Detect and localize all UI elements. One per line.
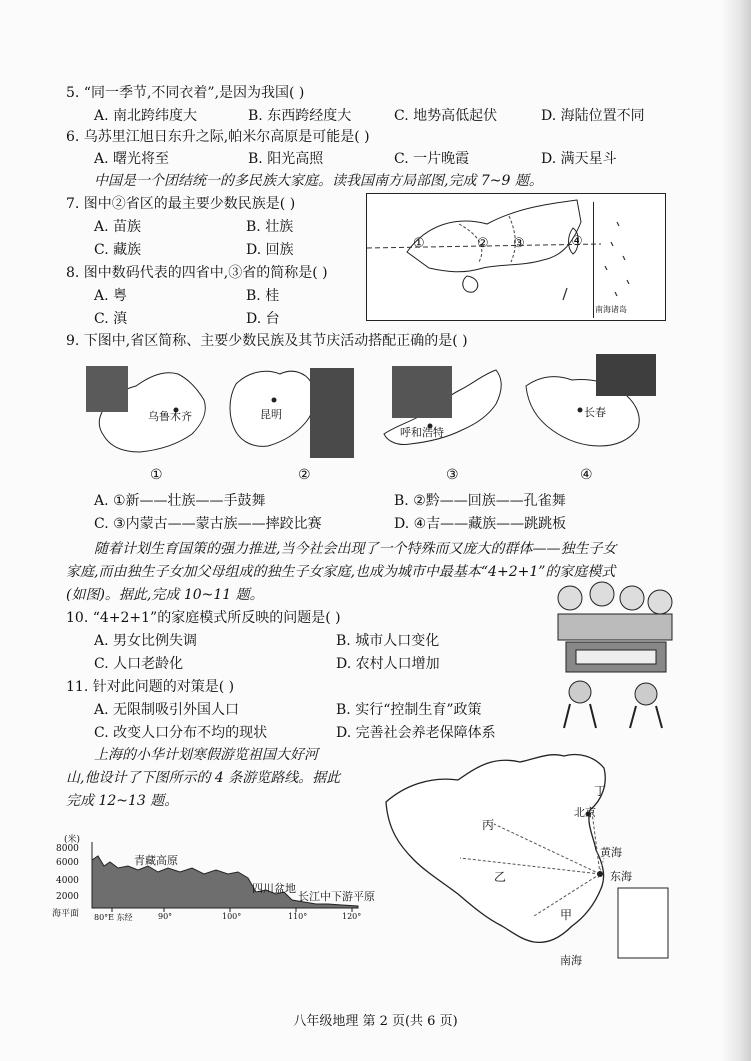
q10-option-c[interactable]: C. 人口老龄化 — [94, 656, 184, 672]
intro-12-13-line-2: 山,他设计了下图所示的 4 条游览路线。据此 — [66, 770, 341, 786]
changchun-label: 长春 — [584, 406, 606, 419]
q6-option-b[interactable]: B. 阳光高照 — [248, 151, 324, 167]
route-yi-label: 乙 — [494, 870, 507, 884]
intro-10-11-line-2: 家庭,而由独生子女加父母组成的独生子女家庭,也成为城市中最基本“4+2+1”的家庭模式 — [66, 564, 616, 580]
q8-option-d[interactable]: D. 台 — [246, 311, 280, 327]
q9-map-number-1: ① — [150, 467, 163, 483]
family-cartoon-drawing — [544, 580, 684, 730]
q11-stem: 11. 针对此问题的对策是( ) — [66, 679, 235, 695]
q5-option-d[interactable]: D. 海陆位置不同 — [541, 108, 645, 124]
q11-option-b[interactable]: B. 实行“控制生育”政策 — [336, 702, 482, 718]
q10-option-d[interactable]: D. 农村人口增加 — [336, 656, 440, 672]
china-route-map — [374, 746, 674, 968]
q7-option-c[interactable]: C. 藏族 — [94, 242, 142, 258]
sichuan-basin-label: 四川盆地 — [252, 882, 296, 895]
yellow-sea-label: 黄海 — [600, 846, 622, 859]
q11-option-d[interactable]: D. 完善社会养老保障体系 — [336, 725, 496, 741]
scan-shadow-edge — [721, 0, 751, 1061]
q7-stem: 7. 图中②省区的最主要少数民族是( ) — [66, 196, 296, 212]
urumqi-label: 乌鲁木齐 — [148, 410, 192, 423]
profile-ytick-2000: 2000 — [56, 892, 79, 902]
south-china-map — [366, 193, 666, 321]
profile-ytick-6000: 6000 — [56, 858, 79, 868]
inner-mongolia-map — [378, 360, 518, 460]
q11-option-c[interactable]: C. 改变人口分布不均的现状 — [94, 725, 268, 741]
map-label-1: ① — [413, 236, 425, 251]
q6-option-a[interactable]: A. 曙光将至 — [94, 151, 170, 167]
profile-xtick-90: 90° — [158, 912, 173, 921]
q5-option-b[interactable]: B. 东西跨经度大 — [248, 108, 352, 124]
profile-xtick-110: 110° — [288, 912, 308, 921]
q8-option-b[interactable]: B. 桂 — [246, 288, 280, 304]
south-sea-islands-label: 南海诸岛 — [595, 305, 627, 314]
south-sea-label: 南海 — [560, 954, 582, 967]
map-label-2: ② — [477, 236, 489, 251]
q10-option-a[interactable]: A. 男女比例失调 — [94, 633, 198, 649]
q9-option-b[interactable]: B. ②黔——回族——孔雀舞 — [394, 493, 566, 509]
q6-option-c[interactable]: C. 一片晚霞 — [394, 151, 470, 167]
q8-stem: 8. 图中数码代表的四省中,③省的简称是( ) — [66, 265, 328, 281]
q9-map-number-2: ② — [298, 467, 311, 483]
q7-option-a[interactable]: A. 苗族 — [94, 219, 142, 235]
profile-ytick-8000: 8000 — [56, 844, 79, 854]
q8-option-c[interactable]: C. 滇 — [94, 311, 128, 327]
intro-10-11-line-3: (如图)。据此,完成 10~11 题。 — [66, 587, 264, 603]
south-china-sea-inset — [593, 202, 664, 318]
q7-option-b[interactable]: B. 壮族 — [246, 219, 294, 235]
intro-12-13-line-3: 完成 12~13 题。 — [66, 793, 179, 809]
q10-stem: 10. “4+2+1”的家庭模式所反映的问题是( ) — [66, 610, 341, 626]
profile-xtick-120: 120° — [342, 912, 362, 921]
map-label-3: ③ — [513, 236, 525, 251]
china-route-map-drawing — [374, 746, 674, 968]
map-label-4: ④ — [571, 234, 583, 249]
profile-ytick-4000: 4000 — [56, 876, 79, 886]
kunming-label: 昆明 — [260, 408, 282, 421]
profile-unit: (米) — [64, 835, 81, 845]
q9-option-c[interactable]: C. ③内蒙古——蒙古族——摔跤比赛 — [94, 516, 322, 532]
yunnan-outline — [222, 360, 362, 460]
xinjiang-map — [80, 360, 220, 460]
route-jia-label: 甲 — [560, 908, 573, 922]
hohhot-label: 呼和浩特 — [400, 426, 444, 439]
q9-map-number-4: ④ — [580, 467, 593, 483]
q5-option-a[interactable]: A. 南北跨纬度大 — [94, 108, 198, 124]
q9-option-a[interactable]: A. ①新——壮族——手鼓舞 — [94, 493, 266, 509]
jilin-map — [520, 350, 660, 460]
page-footer: 八年级地理 第 2 页(共 6 页) — [293, 1014, 458, 1029]
intro-12-13-line-1: 上海的小华计划寒假游览祖国大好河 — [94, 747, 318, 763]
q7-option-d[interactable]: D. 回族 — [246, 242, 294, 258]
q5-stem: 5. “同一季节,不同衣着”,是因为我国( ) — [66, 85, 305, 101]
profile-sea-level: 海平面 — [52, 909, 80, 919]
profile-xtick-100: 100° — [222, 912, 242, 921]
q9-map-number-3: ③ — [446, 467, 459, 483]
profile-xtick-80: 80°E 东经 — [94, 913, 133, 922]
q11-option-a[interactable]: A. 无限制吸引外国人口 — [94, 702, 240, 718]
q10-option-b[interactable]: B. 城市人口变化 — [336, 633, 440, 649]
route-bing-label: 丙 — [482, 818, 495, 832]
terrain-profile-drawing — [52, 832, 362, 924]
intro-7-9: 中国是一个团结统一的多民族大家庭。读我国南方局部图,完成 7~9 题。 — [94, 173, 543, 189]
q9-option-d[interactable]: D. ④吉——藏族——跳跳板 — [394, 516, 567, 532]
yunnan-map — [222, 360, 362, 460]
qinghai-tibet-label: 青藏高原 — [134, 854, 178, 867]
beijing-label: 北京 — [574, 806, 596, 819]
q8-option-a[interactable]: A. 粤 — [94, 288, 128, 304]
inner-mongolia-outline — [378, 360, 518, 460]
east-sea-label: 东海 — [610, 870, 632, 883]
q6-option-d[interactable]: D. 满天星斗 — [541, 151, 617, 167]
q5-option-c[interactable]: C. 地势高低起伏 — [394, 108, 498, 124]
route-ding-label: 丁 — [594, 784, 607, 798]
family-cartoon — [544, 580, 684, 730]
terrain-profile — [52, 832, 375, 924]
intro-10-11-line-1: 随着计划生育国策的强力推进,当今社会出现了一个特殊而又庞大的群体——独生子女 — [94, 541, 617, 557]
yangtze-plain-label: 长江中下游平原 — [298, 890, 375, 903]
q6-stem: 6. 乌苏里江旭日东升之际,帕米尔高原是可能是( ) — [66, 129, 370, 145]
q9-stem: 9. 下图中,省区简称、主要少数民族及其节庆活动搭配正确的是( ) — [66, 333, 468, 349]
